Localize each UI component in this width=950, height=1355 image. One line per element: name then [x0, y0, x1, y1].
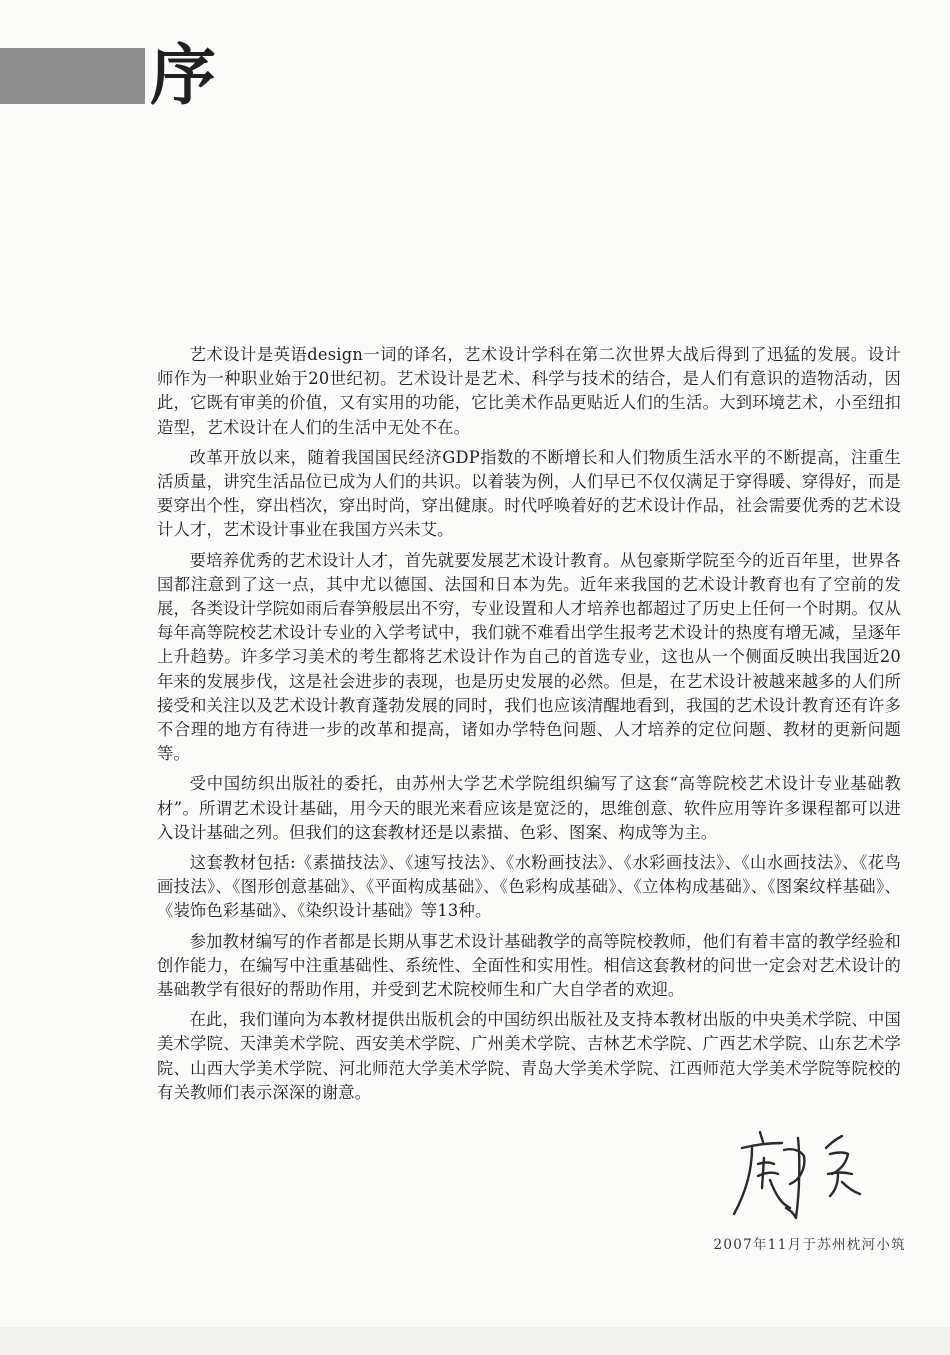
handwritten-signature — [730, 1118, 870, 1228]
paragraph: 在此，我们谨向为本教材提供出版机会的中国纺织出版社及支持本教材出版的中央美术学院、中国美术学院、天津美术学院、西安美术学院、广州美术学院、吉林艺术学院、广西艺术学院、山东艺术学院、山西大学美术学院、河北师范大学美术学院、青岛大学美术学院、江西师范大学美术学院等院校的有关教师们表示深深的谢意。 — [157, 1010, 901, 1102]
paragraph: 改革开放以来，随着我国国民经济GDP指数的不断增长和人们物质生活水平的不断提高，注重生活质量，讲究生活品位已成为人们的共识。以着装为例，人们早已不仅仅满足于穿得暖、穿得好，而是要穿出个性，穿出档次，穿出时尚，穿出健康。时代呼唤着好的艺术设计作品，社会需要优秀的艺术设计人才，艺术设计事业在我国方兴未艾。 — [157, 447, 901, 540]
paragraph: 参加教材编写的作者都是长期从事艺术设计基础教学的高等院校教师，他们有着丰富的教学经验和创作能力，在编写中注重基础性、系统性、全面性和实用性。相信这套教材的问世一定会对艺术设计的基础教学有很好的帮助作用，并受到艺术院校师生和广大自学者的欢迎。 — [157, 931, 901, 1000]
paragraph: 艺术设计是英语design一词的译名，艺术设计学科在第二次世界大战后得到了迅猛的发展。设计师作为一种职业始于20世纪初。艺术设计是艺术、科学与技术的结合，是人们有意识的造物活动，因此，它既有审美的价值，又有实用的功能，它比美术作品更贴近人们的生活。大到环境艺术，小至纽扣造型，艺术设计在人们的生活中无处不在。 — [157, 345, 901, 437]
paragraph: 要培养优秀的艺术设计人才，首先就要发展艺术设计教育。从包豪斯学院至今的近百年里，世界各国都注意到了这一点，其中尤以德国、法国和日本为先。近年来我国的艺术设计教育也有了空前的发展，各类设计学院如雨后春笋般层出不穷，专业设置和人才培养也都超过了历史上任何一个时期。仅从每年高等院校艺术设计专业的入学考试中，我们就不难看出学生报考艺术设计的热度有增无减，呈逐年上升趋势。许多学习美术的考生都将艺术设计作为自己的首选专业，这也从一个侧面反映出我国近20年来的发展步伐，这是社会进步的表现，也是历史发展的必然。但是，在艺术设计被越来越多的人们所接受和关注以及艺术设计教育蓬勃发展的同时，我们也应该清醒地看到，我国的艺术设计教育还有许多不合理的地方有待进一步的改革和提高，诸如办学特色问题、人才培养的定位问题、教材的更新问题等。 — [157, 550, 901, 764]
page-title: 序 — [150, 37, 216, 114]
date-location-line: 2007年11月于苏州枕河小筑 — [713, 1237, 906, 1253]
paragraph: 受中国纺织出版社的委托，由苏州大学艺术学院组织编写了这套“高等院校艺术设计专业基础教材”。所谓艺术设计基础，用今天的眼光来看应该是宽泛的，思维创意、软件应用等许多课程都可以进入设计基础之列。但我们的这套教材还是以素描、色彩、图案、构成等为主。 — [157, 774, 901, 842]
title-accent-bar — [0, 48, 145, 104]
page-bottom-band — [0, 1327, 950, 1355]
preface-body — [157, 343, 901, 1111]
paragraph: 这套教材包括:《素描技法》、《速写技法》、《水粉画技法》、《水彩画技法》、《山水画技法》、《花鸟画技法》、《图形创意基础》、《平面构成基础》、《色彩构成基础》、《立体构成基础》、《图案纹样基础》、《装饰色彩基础》、《染织设计基础》等13种。 — [157, 853, 901, 921]
